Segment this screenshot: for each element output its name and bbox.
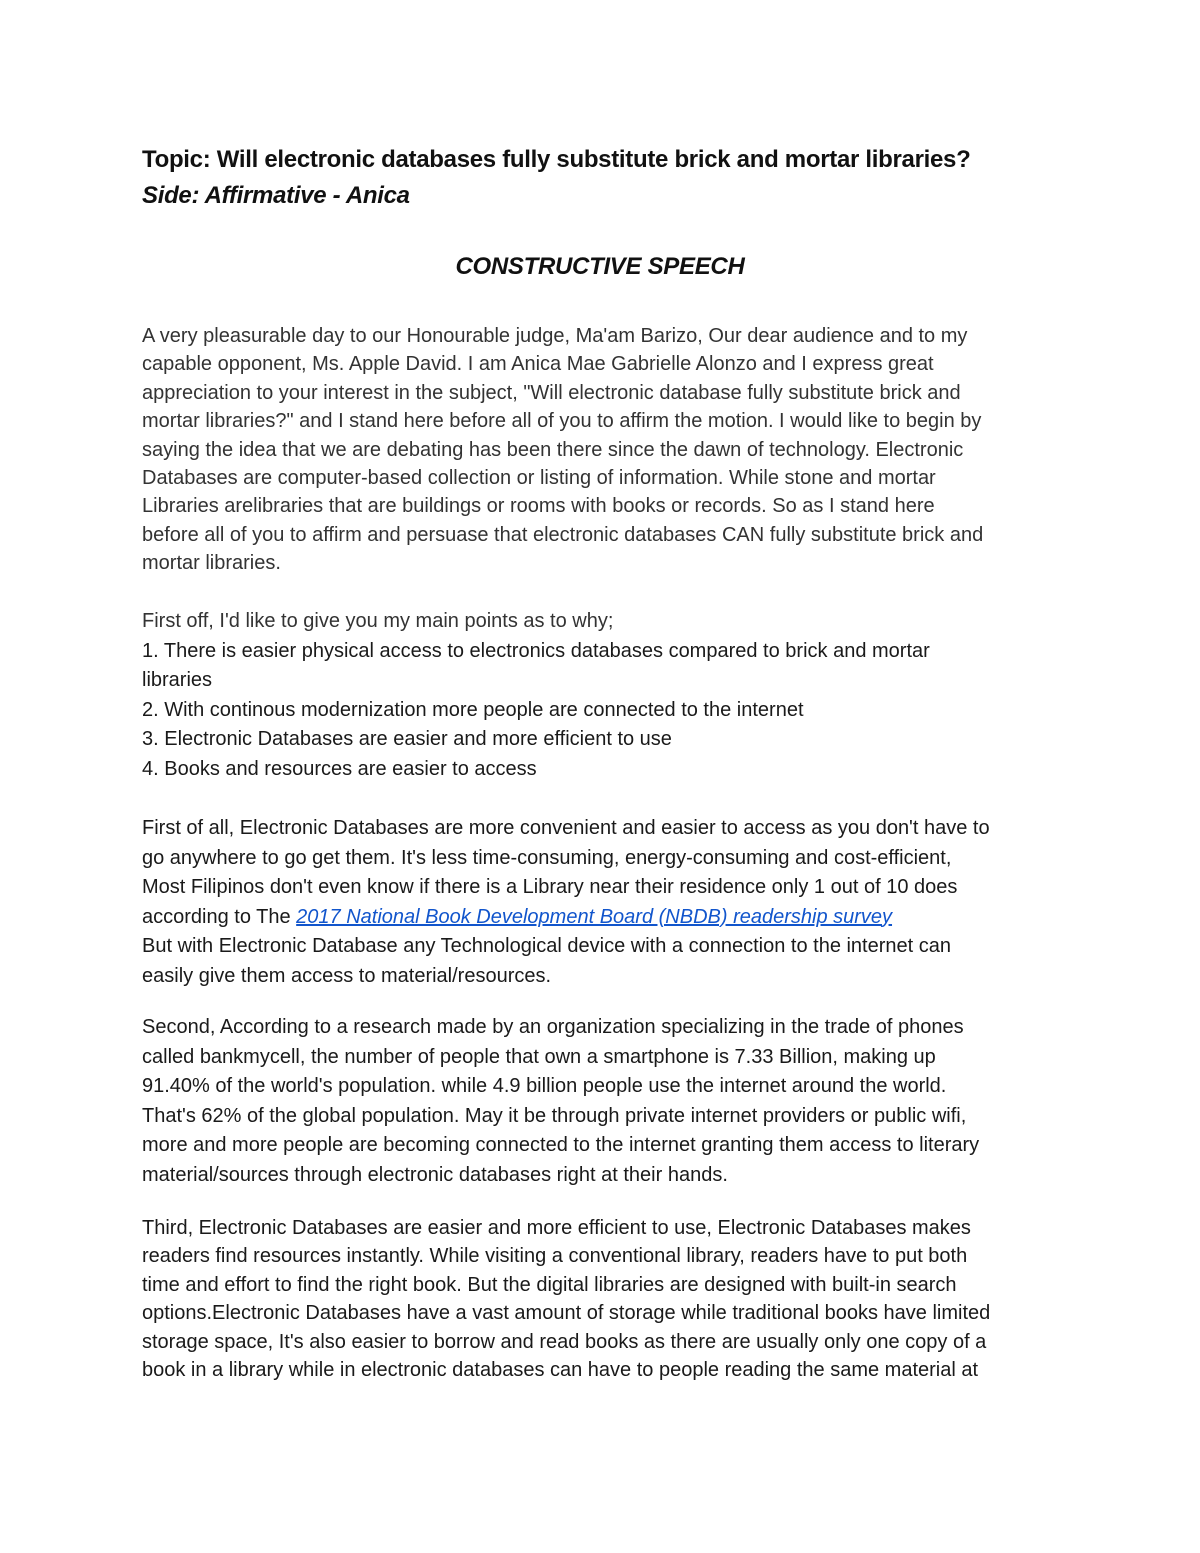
paragraph-line: First of all, Electronic Databases are more convenient and easier to access as you don't have to (142, 817, 990, 839)
intro-paragraph (142, 322, 1067, 578)
main-points-list (142, 607, 1067, 784)
paragraph-line: Second, According to a research made by an organization specializing in the trade of phones (142, 1016, 964, 1038)
paragraph-line: options.Electronic Databases have a vast amount of storage while traditional books have limited (142, 1302, 991, 1325)
paragraph-line: Most Filipinos don't even know if there is a Library near their residence only 1 out of 10 does (142, 876, 958, 898)
intro-line: mortar libraries?" and I stand here before all of you to affirm the motion. I would like to begin by (142, 410, 982, 433)
first-argument-paragraph (142, 814, 1067, 991)
paragraph-line: go anywhere to go get them. It's less time-consuming, energy-consuming and cost-efficient, (142, 846, 952, 869)
paragraph-line: But with Electronic Database any Technological device with a connection to the internet can (142, 935, 952, 957)
intro-line: mortar libraries. (142, 552, 281, 575)
paragraph-line: 91.40% of the world's population. while 4.9 billion people use the internet around the world. (142, 1075, 947, 1097)
side-heading: Side: Affirmative - Anica (142, 182, 410, 209)
list-item: 4. Books and resources are easier to access (142, 757, 537, 780)
list-item: libraries (142, 669, 213, 691)
intro-line: saying the idea that we are debating has been there since the dawn of technology. Electronic (142, 438, 964, 461)
third-argument-paragraph (142, 1214, 1067, 1384)
intro-line: Databases are computer-based collection or listing of information. While stone and mortar (142, 467, 936, 490)
paragraph-line: easily give them access to material/resources. (142, 964, 552, 987)
paragraph-line: storage space, It's also easier to borrow and read books as there are usually only one copy of a (142, 1330, 987, 1353)
intro-line: Libraries arelibraries that are buildings or rooms with books or records. So as I stand here (142, 495, 935, 518)
link-prefix: according to The (142, 905, 297, 928)
list-item: 3. Electronic Databases are easier and more efficient to use (142, 728, 672, 750)
intro-line: appreciation to your interest in the subject, "Will electronic database fully substitute brick and (142, 381, 961, 404)
list-item: 1. There is easier physical access to electronics databases compared to brick and mortar (142, 639, 930, 662)
intro-line: capable opponent, Ms. Apple David. I am Anica Mae Gabrielle Alonzo and I express great (142, 353, 934, 376)
paragraph-line: book in a library while in electronic databases can have to people reading the same material at (142, 1359, 979, 1382)
paragraph-line-with-link (142, 903, 1067, 933)
paragraph-line: material/sources through electronic databases right at their hands. (142, 1163, 728, 1186)
paragraph-line: more and more people are becoming connected to the internet granting them access to literary (142, 1134, 980, 1156)
second-argument-paragraph (142, 1013, 1067, 1190)
nbdb-survey-link[interactable]: 2017 National Book Development Board (NBDB) readership survey (296, 905, 893, 928)
paragraph-line: time and effort to find the right book. But the digital libraries are designed with built-in search (142, 1273, 957, 1296)
paragraph-line: Third, Electronic Databases are easier and more efficient to use, Electronic Databases makes (142, 1217, 971, 1239)
intro-line: before all of you to affirm and persuase that electronic databases CAN fully substitute brick and (142, 523, 984, 546)
paragraph-line: called bankmycell, the number of people that own a smartphone is 7.33 Billion, making up (142, 1045, 936, 1068)
paragraph-line: That's 62% of the global population. May it be through private internet providers or public wifi, (142, 1104, 967, 1127)
section-title: CONSTRUCTIVE SPEECH (455, 253, 745, 280)
paragraph-line: readers find resources instantly. While visiting a conventional library, readers have to put both (142, 1245, 968, 1268)
intro-line: A very pleasurable day to our Honourable judge, Ma'am Barizo, Our dear audience and to my (142, 325, 968, 347)
topic-heading: Topic: Will electronic databases fully substitute brick and mortar libraries? (142, 146, 971, 173)
list-item: 2. With continous modernization more people are connected to the internet (142, 698, 804, 721)
points-intro: First off, I'd like to give you my main points as to why; (142, 610, 614, 632)
